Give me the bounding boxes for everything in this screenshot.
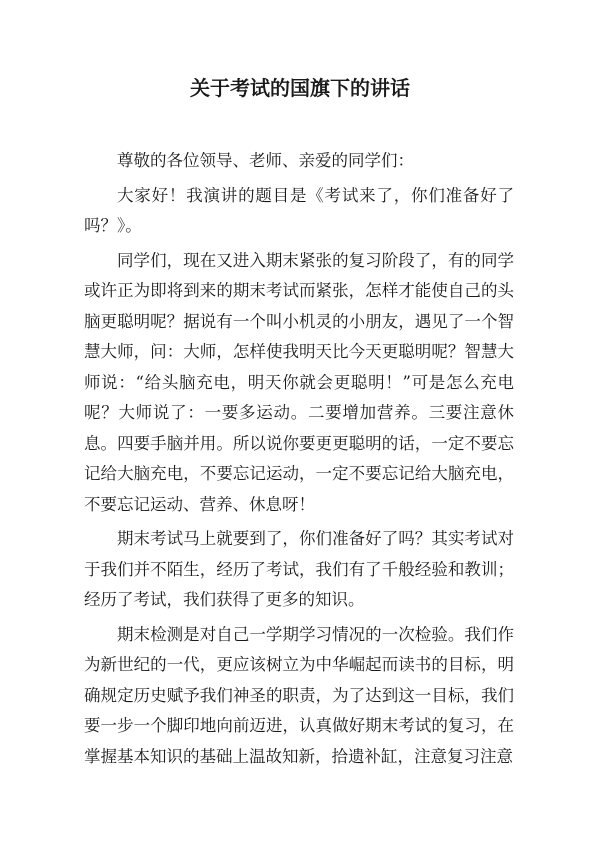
document-body [84, 146, 514, 776]
document-title: 关于考试的国旗下的讲话 [190, 76, 410, 100]
paragraph-exam-check: 期末检测是对自己一学期学习情况的一次检验。我们作为新世纪的一代，更应该树立为中华崛起而读书的目标，明确规定历史赋予我们神圣的职责，为了达到这一目标，我们要一步一个脚印地向前迈进，认真做好期末考试的复习，在掌握基本知识的基础上温故知新，拾遗补缸，注意复习注意 [84, 624, 514, 766]
paragraph-story: 同学们，现在又进入期末紧张的复习阶段了，有的同学或许正为即将到来的期末考试而紧张，怎样才能使自己的头脑更聪明呢？据说有一个叫小机灵的小朋友，遇见了一个智慧大师，问：大师，怎样使我明天比今天更聪明呢？智慧大师说：“给头脑充电，明天你就会更聪明！”可是怎么充电呢？大师说了：一要多运动。二要增加营养。三要注意休息。四要手脑并用。所以说你要更更聪明的话，一定不要忘记给大脑充电，不要忘记运动，一定不要忘记给大脑充电，不要忘记运动、营养、休息呀！ [84, 250, 514, 514]
paragraph-exam-coming: 期末考试马上就要到了，你们准备好了吗？其实考试对于我们并不陌生，经历了考试，我们有了千般经验和教训；经历了考试，我们获得了更多的知识。 [84, 529, 514, 609]
paragraph-intro: 大家好！我演讲的题目是《考试来了，你们准备好了吗？》。 [84, 185, 514, 235]
paragraph-greeting: 尊敬的各位领导、老师、亲爱的同学们： [117, 151, 414, 170]
